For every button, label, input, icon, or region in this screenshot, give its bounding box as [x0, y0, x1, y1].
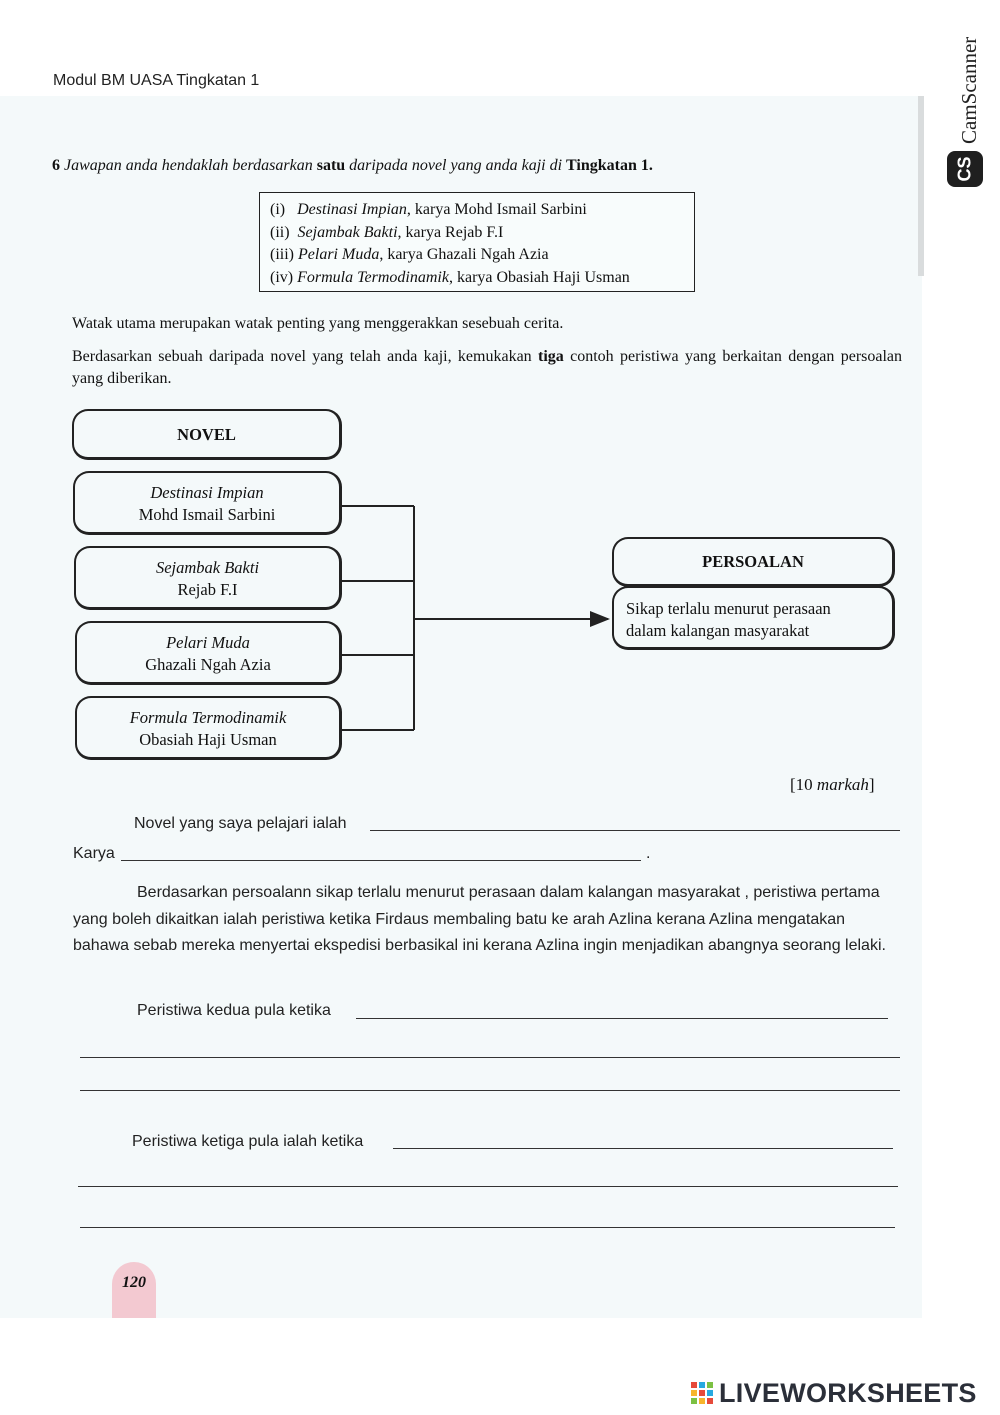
marks-word: markah — [816, 775, 869, 794]
event-three-label: Peristiwa ketiga pula ialah ketika — [132, 1133, 364, 1150]
event-one-text: Berdasarkan persoalann sikap terlalu menurut perasaan dalam kalangan masyarakat , peristiwa pertama yang boleh dikaitkan ialah peristiwa ketika Firdaus membaling batu ke arah Azlina kerana Azlina mengatakan bahawa sebab mereka menyertai ekspedisi berbasikal ini kerana Azlina ingin menjadikan abangnya seorang lelaki. — [73, 884, 886, 954]
question-number: 6 — [52, 157, 60, 174]
item-number: (i) — [270, 201, 286, 218]
task-text-1: Berdasarkan sebuah daripada novel yang telah anda kaji, kemukakan — [72, 348, 532, 365]
event-two-field[interactable] — [356, 1018, 888, 1019]
item-author: , karya Rejab F.I — [397, 223, 504, 241]
novel-answer-label: Novel yang saya pelajari ialah — [134, 815, 347, 832]
item-author: , karya Mohd Ismail Sarbini — [406, 201, 587, 218]
event-two-label: Peristiwa kedua pula ketika — [137, 1002, 331, 1019]
event-three-field[interactable] — [393, 1148, 893, 1149]
novel-box-destinasi — [73, 471, 342, 535]
task-text-2: contoh peristiwa yang berkaitan dengan persoalan yang diberikan. — [72, 348, 903, 387]
marks-label — [790, 775, 875, 795]
event-two-line[interactable] — [80, 1057, 900, 1058]
instruction-part1: Jawapan anda hendaklah berdasarkan — [64, 157, 313, 174]
karya-label: Karya — [73, 845, 115, 862]
liveworksheets-grid-icon — [690, 1380, 716, 1406]
page-number: 120 — [122, 1274, 146, 1291]
novel-answer-field[interactable] — [370, 830, 900, 831]
persoalan-line: dalam kalangan masyarakat — [626, 621, 810, 640]
task-text-bold: tiga — [538, 348, 564, 365]
item-author: , karya Ghazali Ngah Azia — [379, 246, 549, 263]
marks-close: ] — [868, 775, 875, 794]
persoalan-line: Sikap terlalu menurut perasaan — [626, 599, 831, 618]
instruction-part2: daripada novel yang anda kaji di — [349, 157, 563, 174]
novel-author: Ghazali Ngah Azia — [145, 655, 271, 674]
item-number: (iv) — [270, 268, 294, 286]
marks-open: [10 — [790, 775, 813, 794]
novel-author: Obasiah Haji Usman — [139, 730, 277, 749]
page-number-badge — [112, 1262, 156, 1318]
item-number: (iii) — [270, 246, 294, 263]
instruction-bold1: satu — [316, 157, 346, 174]
liveworksheets-brand: LIVEWORKSHEETS — [719, 1377, 977, 1408]
intro-paragraph: Watak utama merupakan watak penting yang menggerakkan sesebuah cerita. — [72, 315, 564, 332]
page-header: Modul BM UASA Tingkatan 1 — [53, 72, 260, 89]
novel-author: Rejab F.I — [177, 580, 238, 599]
persoalan-header-label: PERSOALAN — [702, 552, 804, 571]
novel-title: Pelari Muda — [166, 633, 250, 652]
novel-author: Mohd Ismail Sarbini — [138, 505, 276, 524]
event-three-line[interactable] — [80, 1227, 895, 1228]
event-one-paragraph — [73, 880, 903, 960]
novel-box-sejambak — [74, 546, 342, 610]
event-two-line[interactable] — [80, 1090, 900, 1091]
item-author: , karya Obasiah Haji Usman — [448, 268, 630, 286]
item-number: (ii) — [270, 223, 290, 241]
novel-title: Formula Termodinamik — [129, 708, 287, 727]
persoalan-header-box — [612, 537, 895, 587]
novel-header-box — [72, 409, 342, 460]
karya-answer-field[interactable] — [121, 860, 641, 861]
camscanner-logo-text: CS — [954, 156, 975, 182]
liveworksheets-logo — [690, 1376, 977, 1410]
novel-box-pelari — [75, 621, 342, 685]
camscanner-watermark — [948, 36, 988, 146]
item-title: Sejambak Bakti — [297, 223, 398, 241]
karya-period: . — [646, 845, 651, 862]
item-title: Formula Termodinamik — [297, 268, 449, 286]
novel-header-label: NOVEL — [177, 425, 236, 444]
camscanner-logo-icon — [947, 151, 983, 187]
item-title: Destinasi Impian — [297, 201, 407, 218]
item-title: Pelari Muda — [298, 246, 380, 263]
novel-title: Destinasi Impian — [150, 483, 264, 502]
event-three-line[interactable] — [78, 1186, 898, 1187]
persoalan-content-box — [612, 586, 895, 650]
camscanner-text: CamScanner — [957, 36, 981, 144]
instruction-bold2: Tingkatan 1 — [566, 157, 649, 174]
novel-title: Sejambak Bakti — [155, 558, 260, 577]
novel-box-formula — [75, 696, 342, 760]
instruction-end: . — [648, 157, 653, 174]
